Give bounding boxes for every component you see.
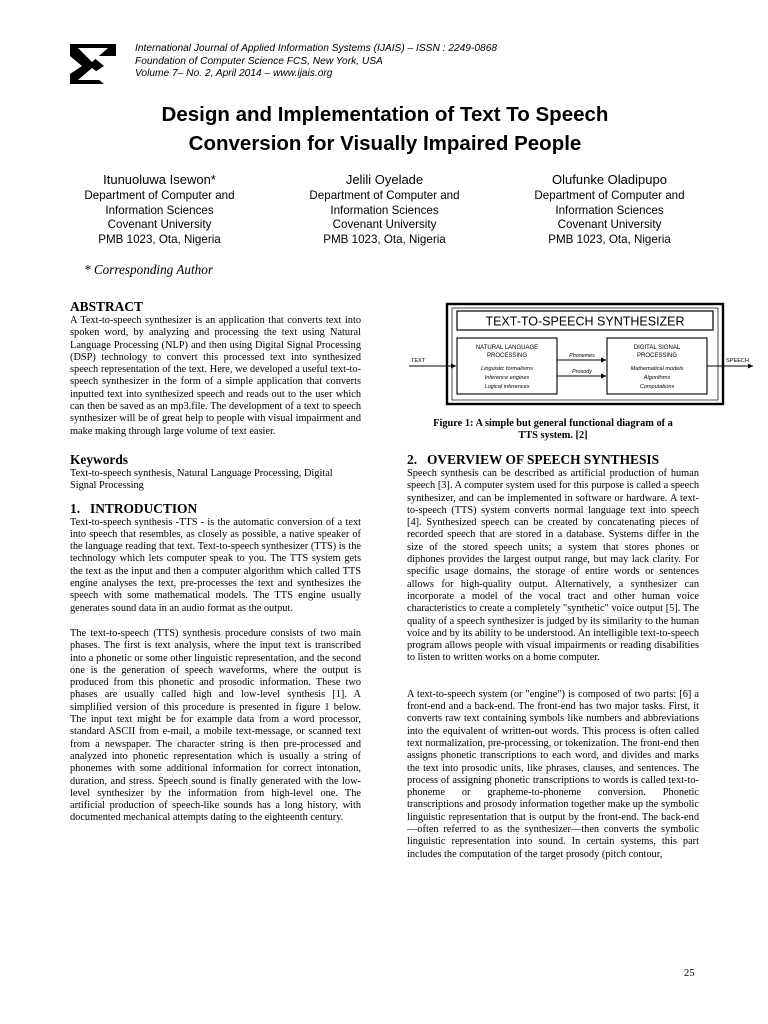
author-dept-line-1: Department of Computer and bbox=[534, 189, 685, 202]
phonemes-label: Phonemes bbox=[569, 353, 595, 359]
journal-line-2: Foundation of Computer Science FCS, New York, USA bbox=[135, 55, 383, 67]
section-number: 2. bbox=[407, 452, 418, 467]
author-name: Itunuoluwa Isewon* bbox=[103, 172, 216, 187]
author-name: Jelili Oyelade bbox=[345, 172, 424, 187]
journal-logo-icon bbox=[70, 44, 116, 84]
introduction-paragraph-2: The text-to-speech (TTS) synthesis procedure consists of two main phases. The first is text analysis, where the input text is transcribed into a phonetic or some other linguistic representation, and the second one is the generation of speech waveforms, where the output is produced from this phonetic and prosodic information. These two phases are usually called high and low-level synthesis [1]. A simplified version of this procedure is presented in figure 1 below. The input text might be for example data from a word processor, standard ASCII from e-mail, a mobile text-message, or scanned text from a newspaper. The character string is then pre-processed and analyzed into phonetic representation which is usually a string of phonemes with some additional information for correct intonation, duration, and stress. Speech sound is finally generated with the low-level synthesizer by the information from high-level one. The artificial production of speech-like sounds has a long history, with documented mechanical attempts dating to the eighteenth century. bbox=[70, 627, 361, 824]
dsp-title-line-2: PROCESSING bbox=[636, 353, 678, 359]
nlp-item-2: Inference engines bbox=[484, 375, 530, 381]
nlp-title-line-2: PROCESSING bbox=[486, 353, 528, 359]
author-university: Covenant University bbox=[332, 218, 437, 232]
author-dept-line-2: Information Sciences bbox=[330, 203, 439, 217]
author-address: PMB 1023, Ota, Nigeria bbox=[323, 232, 446, 246]
overview-paragraph-1: Speech synthesis can be described as artificial production of human speech [3]. A computer system used for this purpose is called a speech synthesizer, and can be implemented in software or hardware. A text-to-speech (TTS) system converts normal language text into speech [4]. Synthesized speech can be created by concatenating pieces of recorded speech that are stored in a database. Systems differ in the size of the stored speech units; a system that stores phones or diphones provides the largest output range, but may lack clarity. For specific usage domains, the storage of entire words or sentences allows for high-quality output. Alternatively, a synthesizer can incorporate a model of the vocal tract and other human voice characteristics to create a completely "synthetic" voice output [5]. The quality of a speech synthesizer is judged by its similarity to the human voice and by its ability to be understood. An intelligible text-to-speech program allows people with visual impairments or reading disabilities to listen to written works on a home computer. bbox=[407, 468, 699, 664]
journal-line-1: International Journal of Applied Information Systems (IJAIS) – ISSN : 2249-0868 bbox=[135, 43, 498, 54]
title-line-1: Design and Implementation of Text To Speech bbox=[161, 103, 609, 126]
dsp-item-2: Algorithms bbox=[643, 375, 671, 381]
nlp-item-1: Linguistic formalisms bbox=[481, 366, 533, 372]
nlp-item-3: Logical inferences bbox=[484, 384, 530, 390]
caption-line-1: Figure 1: A simple but general functional diagram of a bbox=[433, 418, 673, 429]
input-label: TEXT bbox=[411, 358, 426, 364]
dsp-item-1: Mathematical models bbox=[630, 366, 684, 372]
author-block bbox=[497, 171, 722, 247]
dsp-title-line-1: DIGITAL SIGNAL bbox=[633, 345, 681, 351]
journal-header bbox=[135, 43, 497, 81]
right-column bbox=[407, 451, 699, 861]
introduction-heading bbox=[70, 500, 361, 517]
introduction-paragraph-1: Text-to-speech synthesis -TTS - is the automatic conversion of a text into speech that resembles, as closely as possible, a native speaker of the language reading that text. Text-to-speech synthesizer (TTS) is the technology which lets computer speak to you. The TTS system gets the text as the input and then a computer algorithm which called TTS engine analyses the text, pre-processes the text and synthesizes the speech with some mathematical models. The TTS engine usually generates sound data in an audio format as the output. bbox=[70, 516, 361, 614]
journal-line-3: Volume 7– No. 2, April 2014 – www.ijais.org bbox=[135, 68, 333, 80]
prosody-label: Prosody bbox=[572, 369, 592, 375]
author-address: PMB 1023, Ota, Nigeria bbox=[548, 232, 671, 246]
dsp-item-3: Computations bbox=[639, 384, 675, 390]
abstract-text: A Text-to-speech synthesizer is an application that converts text into spoken word, by analyzing and processing the text using Natural Language Processing (NLP) and then using Digital Signal Processing (DSP) technology to convert this processed text into synthesized speech representation of the text. Here, we developed a useful text-to-speech synthesizer in the form of a simple application that converts inputted text into synthesized speech and reads out to the user which can then be saved as an mp3.file. The development of a text to speech synthesizer will be of great help to people with visual impairment and make making through large volume of text easier. bbox=[70, 315, 361, 437]
figure-caption bbox=[407, 418, 699, 443]
left-column bbox=[70, 298, 361, 825]
abstract-heading: ABSTRACT bbox=[70, 299, 143, 314]
author-university: Covenant University bbox=[557, 218, 662, 232]
nlp-title-line-1: NATURAL LANGUAGE bbox=[475, 345, 539, 351]
caption-line-2: TTS system. [2] bbox=[518, 430, 588, 442]
author-block bbox=[272, 171, 497, 247]
author-address: PMB 1023, Ota, Nigeria bbox=[98, 232, 221, 246]
author-dept-line-2: Information Sciences bbox=[105, 203, 214, 217]
output-label: SPEECH bbox=[726, 358, 750, 364]
author-name: Olufunke Oladipupo bbox=[552, 172, 667, 187]
section-title: OVERVIEW OF SPEECH SYNTHESIS bbox=[427, 452, 660, 467]
author-university: Covenant University bbox=[107, 218, 212, 232]
corresponding-author-note: * Corresponding Author bbox=[84, 262, 213, 277]
tts-diagram bbox=[407, 300, 756, 410]
title-line-2: Conversion for Visually Impaired People bbox=[188, 132, 582, 155]
synthesizer-title: TEXT-TO-SPEECH SYNTHESIZER bbox=[485, 314, 685, 329]
section-title: INTRODUCTION bbox=[90, 500, 198, 516]
overview-heading bbox=[407, 451, 699, 468]
author-dept-line-2: Information Sciences bbox=[555, 203, 664, 217]
keywords-text: Text-to-speech synthesis, Natural Language Processing, Digital Signal Processing bbox=[70, 467, 333, 492]
author-dept-line-1: Department of Computer and bbox=[84, 189, 235, 202]
overview-paragraph-2: A text-to-speech system (or "engine") is composed of two parts: [6] a front-end and a back-end. The front-end has two major tasks. First, it converts raw text containing symbols like numbers and abbreviations into the equivalent of written-out words. This process is often called text normalization, pre-processing, or tokenization. The front-end then assigns phonetic transcriptions to each word, and divides and marks the text into prosodic units, like phrases, clauses, and sentences. The process of assigning phonetic transcriptions to words is called text-to-phoneme or grapheme-to-phoneme conversion. Phonetic transcriptions and prosody information together make up the symbolic linguistic representation that is output by the front-end. The back-end—often referred to as the synthesizer—then converts the symbolic linguistic representation into sound. In certain systems, this part includes the computation of the target prosody (pitch contour, bbox=[407, 688, 699, 860]
section-number: 1. bbox=[70, 500, 81, 516]
paper-title bbox=[70, 100, 700, 158]
author-dept-line-1: Department of Computer and bbox=[309, 189, 460, 202]
page-number: 25 bbox=[684, 968, 695, 979]
keywords-heading: Keywords bbox=[70, 451, 129, 467]
author-block bbox=[47, 171, 272, 247]
